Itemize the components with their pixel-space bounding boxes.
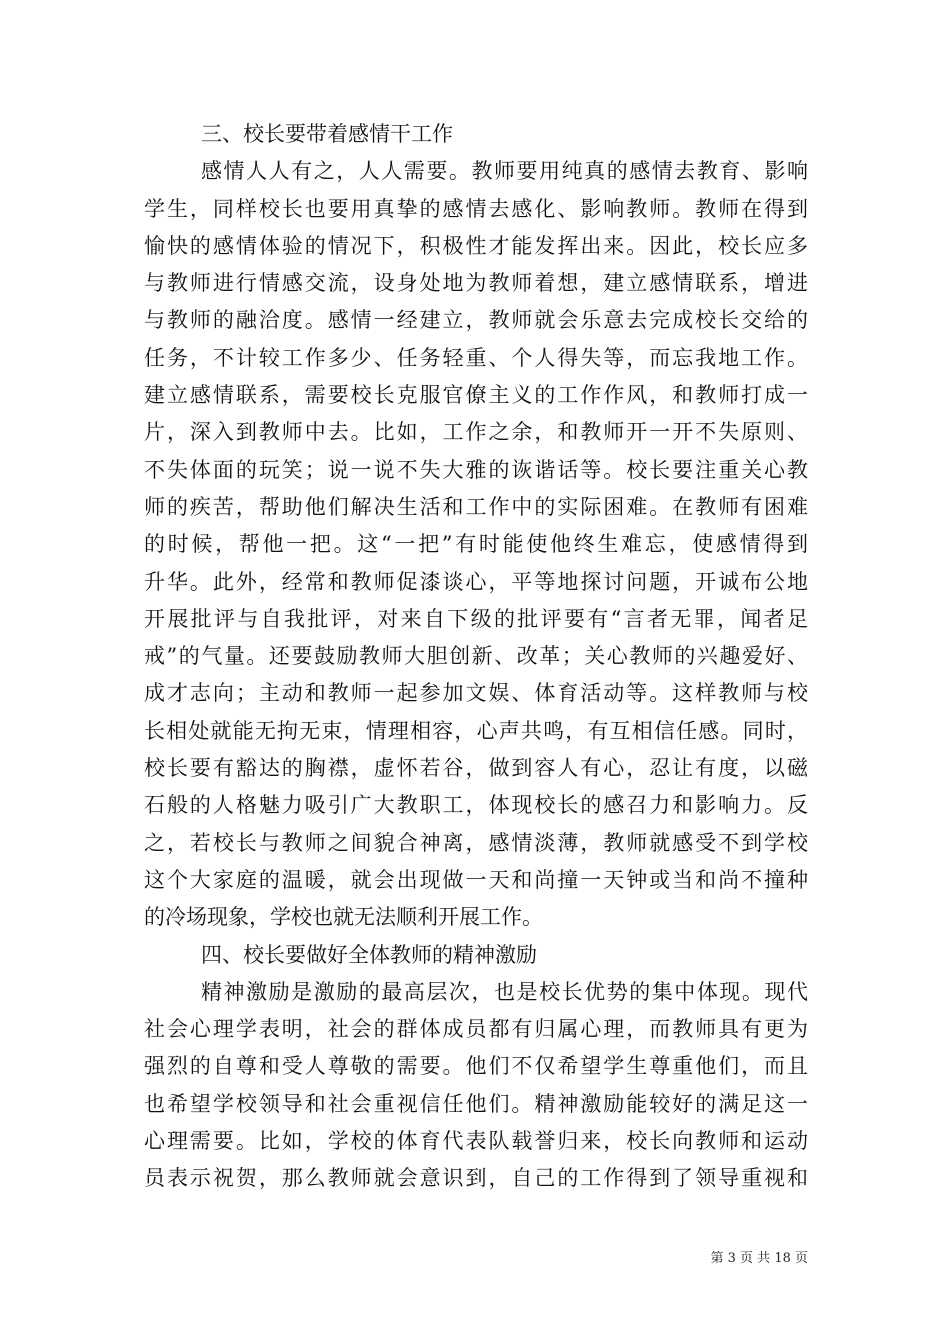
paragraph-line: 片，深入到教师中去。比如，工作之余，和教师开一开不失原则、	[144, 420, 808, 445]
document-body	[144, 116, 808, 1198]
paragraph-line: 任务，不计较工作多少、任务轻重、个人得失等，而忘我地工作。	[144, 345, 808, 370]
paragraph-line: 之，若校长与教师之间貌合神离，感情淡薄，教师就感受不到学校	[144, 830, 808, 855]
paragraph-line: 升华。此外，经常和教师促漆谈心，平等地探讨问题，开诚布公地	[144, 569, 808, 594]
paragraph-line: 也希望学校领导和社会重视信任他们。精神激励能较好的满足这一	[144, 1091, 808, 1116]
paragraph-line: 心理需要。比如，学校的体育代表队载誉归来，校长向教师和运动	[144, 1129, 808, 1154]
paragraph-line: 这个大家庭的温暖，就会出现做一天和尚撞一天钟或当和尚不撞种	[144, 867, 808, 892]
paragraph-line: 石般的人格魅力吸引广大教职工，体现校长的感召力和影响力。反	[144, 793, 808, 818]
paragraph-line: 强烈的自尊和受人尊敬的需要。他们不仅希望学生尊重他们，而且	[144, 1054, 808, 1079]
paragraph-line: 的冷场现象，学校也就无法顺利开展工作。	[144, 905, 543, 930]
section-heading-4: 四、校长要做好全体教师的精神激励	[201, 942, 537, 967]
paragraph-line: 开展批评与自我批评，对来自下级的批评要有“言者无罪，闻者足	[144, 606, 808, 631]
paragraph-line: 感情人人有之，人人需要。教师要用纯真的感情去教育、影响	[201, 159, 808, 184]
paragraph-line: 戒”的气量。还要鼓励教师大胆创新、改革；关心教师的兴趣爱好、	[144, 644, 808, 669]
paragraph-line: 学生，同样校长也要用真挚的感情去感化、影响教师。教师在得到	[144, 196, 808, 221]
paragraph-line: 精神激励是激励的最高层次，也是校长优势的集中体现。现代	[201, 979, 808, 1004]
paragraph-line: 愉快的感情体验的情况下，积极性才能发挥出来。因此，校长应多	[144, 233, 808, 258]
paragraph-line: 建立感情联系，需要校长克服官僚主义的工作作风，和教师打成一	[144, 383, 808, 408]
paragraph-line: 与教师的融洽度。感情一经建立，教师就会乐意去完成校长交给的	[144, 308, 808, 333]
paragraph-line: 的时候，帮他一把。这“一把”有时能使他终生难忘，使感情得到	[144, 532, 808, 557]
paragraph-line: 与教师进行情感交流，设身处地为教师着想，建立感情联系，增进	[144, 271, 808, 296]
paragraph-line: 员表示祝贺，那么教师就会意识到，自己的工作得到了领导重视和	[144, 1166, 808, 1191]
paragraph-line: 社会心理学表明，社会的群体成员都有归属心理，而教师具有更为	[144, 1017, 808, 1042]
paragraph-line: 成才志向；主动和教师一起参加文娱、体育活动等。这样教师与校	[144, 681, 808, 706]
page-number: 第 3 页 共 18 页	[710, 1251, 808, 1266]
paragraph-line: 不失体面的玩笑；说一说不失大雅的诙谐话等。校长要注重关心教	[144, 457, 808, 482]
paragraph-line: 长相处就能无拘无束，情理相容，心声共鸣，有互相信任感。同时，	[144, 718, 808, 743]
paragraph-line: 师的疾苦，帮助他们解决生活和工作中的实际困难。在教师有困难	[144, 494, 808, 519]
paragraph-line: 校长要有豁达的胸襟，虚怀若谷，做到容人有心，忍让有度，以磁	[144, 756, 808, 781]
section-heading-3: 三、校长要带着感情干工作	[201, 122, 453, 146]
